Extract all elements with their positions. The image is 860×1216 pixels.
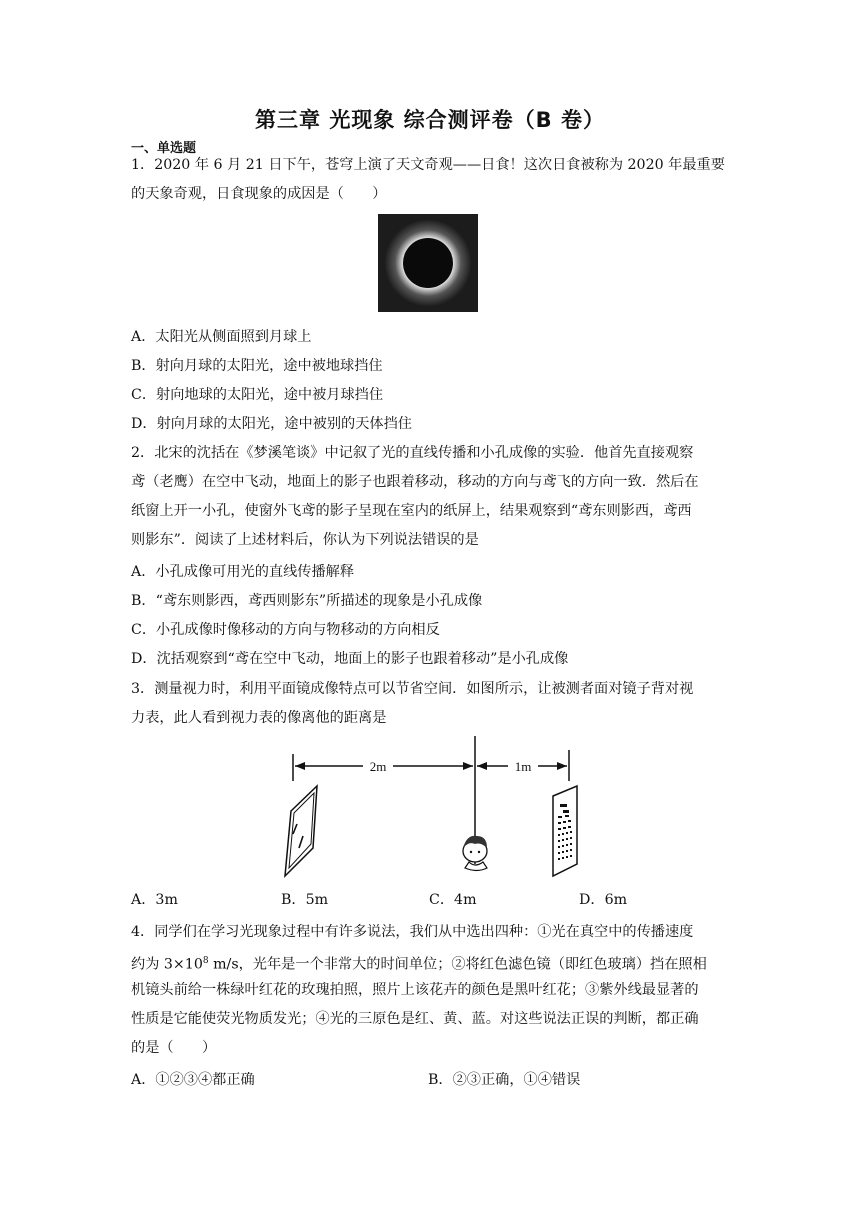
q4-option-b: B．②③正确，①④错误 bbox=[428, 1072, 581, 1088]
q2-option-a: A．小孔成像可用光的直线传播解释 bbox=[131, 564, 355, 580]
q1-option-d: D．射向月球的太阳光，途中被别的天体挡住 bbox=[131, 416, 412, 432]
person-figure bbox=[463, 836, 487, 871]
q3-option-c: C．4m bbox=[429, 892, 477, 908]
q4-stem-line5: 的是（ ） bbox=[131, 1040, 217, 1056]
q3-option-b: B．5m bbox=[281, 892, 329, 908]
eye-chart-shape bbox=[553, 786, 577, 876]
q3-options bbox=[131, 889, 731, 909]
q1-option-c: C．射向地球的太阳光，途中被月球挡住 bbox=[131, 387, 384, 403]
q2-option-c: C．小孔成像时像移动的方向与物移动的方向相反 bbox=[131, 622, 440, 638]
solar-eclipse-image bbox=[378, 214, 478, 312]
distance-label-left: 2m bbox=[369, 759, 387, 774]
q2-stem-line1: 2．北宋的沈括在《梦溪笔谈》中记叙了光的直线传播和小孔成像的实验．他首先直接观察 bbox=[131, 445, 694, 461]
q1-option-a: A．太阳光从侧面照到月球上 bbox=[131, 329, 312, 345]
q4-option-a: A．①②③④都正确 bbox=[131, 1072, 255, 1088]
mirror-shape bbox=[285, 786, 317, 876]
q4-stem-line2: 约为 $3\times 10^8$ m/s，光年是一个非常大的时间单位；②将红色滤色镜（即红色玻璃）挡在照相 bbox=[131, 956, 707, 973]
q3-stem-line2: 力表，此人看到视力表的像离他的距离是 bbox=[131, 710, 387, 726]
q3-option-d: D．6m bbox=[579, 892, 628, 908]
q2-option-d: D．沈括观察到“鸢在空中飞动，地面上的影子也跟着移动”是小孔成像 bbox=[131, 651, 569, 667]
q4-stem-line1: 4．同学们在学习光现象过程中有许多说法，我们从中选出四种：①光在真空中的传播速度 bbox=[131, 924, 694, 940]
distance-label-right: 1m bbox=[514, 759, 532, 774]
q2-stem-line2: 鸢（老鹰）在空中飞动，地面上的影子也跟着移动，移动的方向与鸢飞的方向一致．然后在 bbox=[131, 474, 699, 490]
q3-stem-line1: 3．测量视力时，利用平面镜成像特点可以节省空间．如图所示，让被测者面对镜子背对视 bbox=[131, 681, 694, 697]
page-title: 第三章 光现象 综合测评卷（B 卷） bbox=[255, 108, 605, 132]
q4-stem-line4: 性质是它能使荧光物质发光；④光的三原色是红、黄、蓝。对这些说法正误的判断，都正确 bbox=[131, 1011, 699, 1027]
section-heading: 一、单选题 bbox=[131, 141, 197, 156]
q2-stem-line3: 纸窗上开一小孔，使窗外飞鸢的影子呈现在室内的纸屏上，结果观察到“鸢东则影西，鸢西 bbox=[131, 503, 692, 519]
q2-stem-line4: 则影东”．阅读了上述材料后，你认为下列说法错误的是 bbox=[131, 532, 479, 548]
q1-stem-line2: 的天象奇观，日食现象的成因是（ ） bbox=[131, 186, 387, 202]
q1-stem-line1: 1．2020 年 6 月 21 日下午，苍穹上演了天文奇观——日食！这次日食被称为 2020 年最重要 bbox=[131, 157, 725, 173]
q3-option-a: A．3m bbox=[131, 892, 178, 908]
q4-options bbox=[131, 1069, 731, 1089]
vision-test-diagram bbox=[279, 736, 579, 886]
q1-option-b: B．射向月球的太阳光，途中被地球挡住 bbox=[131, 358, 383, 374]
q4-stem-line3: 机镜头前给一株绿叶红花的玫瑰拍照，照片上该花卉的颜色是黑叶红花；③紫外线最显著的 bbox=[131, 982, 699, 998]
q2-option-b: B．“鸢东则影西，鸢西则影东”所描述的现象是小孔成像 bbox=[131, 593, 483, 609]
